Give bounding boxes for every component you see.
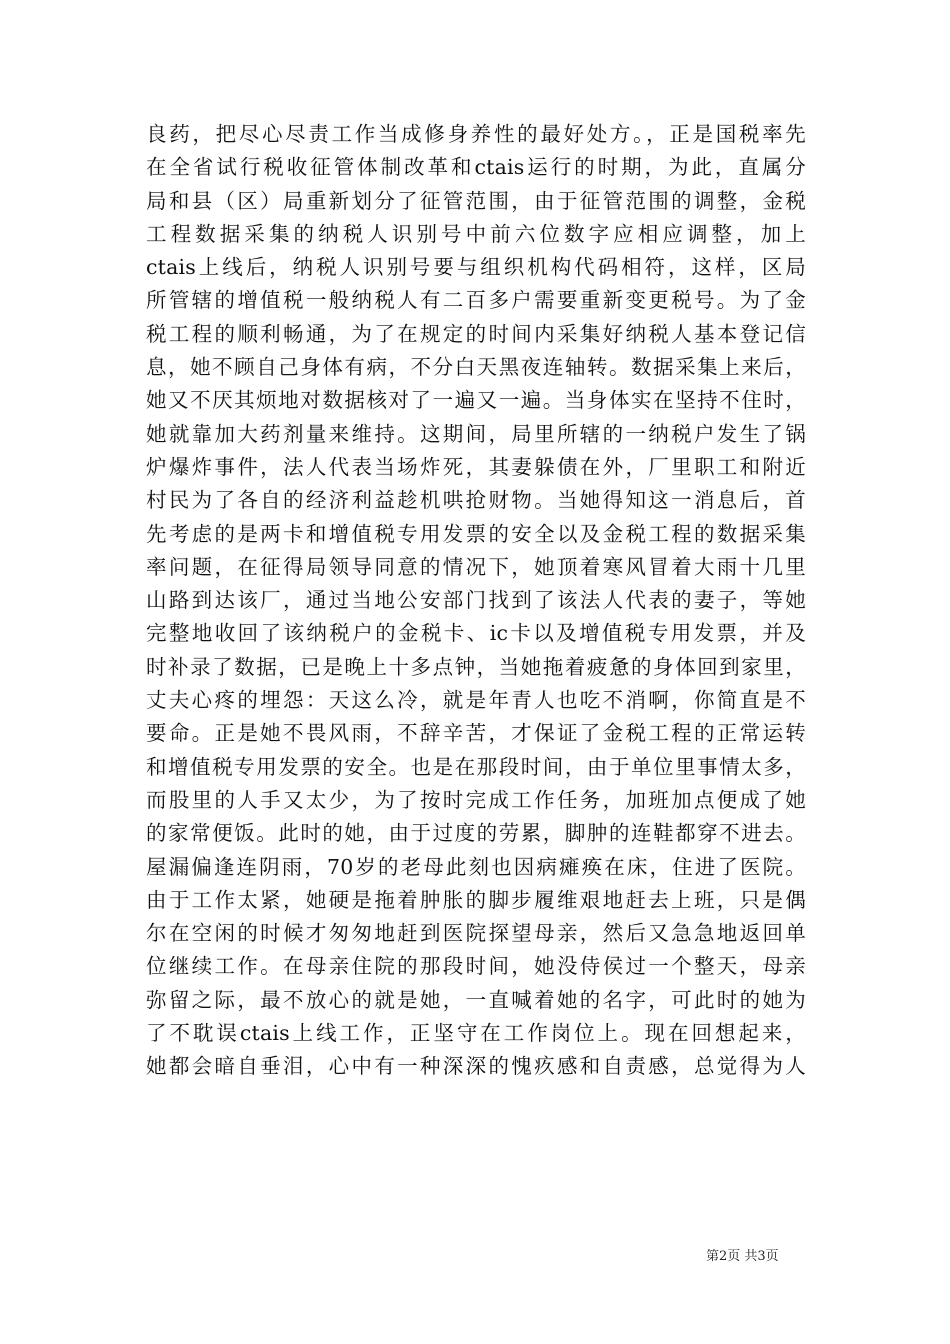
text-line: 在全省试行税收征管体制改革和ctais运行的时期，为此，直属分: [146, 155, 806, 180]
text-line: 率问题，在征得局领导同意的情况下，她顶着寒风冒着大雨十几里: [146, 554, 806, 579]
text-line: 由于工作太紧，她硬是拖着肿胀的脚步履维艰地赶去上班，只是偶: [146, 887, 806, 912]
text-line: 她又不厌其烦地对数据核对了一遍又一遍。当身体实在坚持不住时，: [146, 388, 806, 413]
text-line: 息，她不顾自己身体有病，不分白天黑夜连轴转。数据采集上来后，: [146, 355, 806, 380]
text-line: 局和县（区）局重新划分了征管范围，由于征管范围的调整，金税: [146, 188, 806, 213]
text-line: 的家常便饭。此时的她，由于过度的劳累，脚肿的连鞋都穿不进去。: [146, 821, 806, 846]
text-line: 所管辖的增值税一般纳税人有二百多户需要重新变更税号。为了金: [146, 288, 806, 313]
text-line: 村民为了各自的经济利益趁机哄抢财物。当她得知这一消息后，首: [146, 488, 806, 513]
text-line: 尔在空闲的时候才匆匆地赶到医院探望母亲，然后又急急地返回单: [146, 921, 806, 946]
text-line: 先考虑的是两卡和增值税专用发票的安全以及金税工程的数据采集: [146, 521, 806, 546]
text-line: 丈夫心疼的埋怨：天这么冷，就是年青人也吃不消啊，你简直是不: [146, 688, 806, 713]
text-line: 税工程的顺利畅通，为了在规定的时间内采集好纳税人基本登记信: [146, 321, 806, 346]
body-text: [146, 118, 806, 1084]
text-line: 弥留之际，最不放心的就是她，一直喊着她的名字，可此时的她为: [146, 987, 806, 1012]
text-line: 炉爆炸事件，法人代表当场炸死，其妻躲债在外，厂里职工和附近: [146, 454, 806, 479]
text-line: 她就靠加大药剂量来维持。这期间，局里所辖的一纳税户发生了锅: [146, 421, 806, 446]
text-line: 完整地收回了该纳税户的金税卡、ic卡以及增值税专用发票，并及: [146, 621, 806, 646]
text-line: ctais上线后，纳税人识别号要与组织机构代码相符，这样，区局: [146, 255, 806, 280]
text-line: 良药，把尽心尽责工作当成修身养性的最好处方。，正是国税率先: [146, 122, 806, 146]
text-line: 要命。正是她不畏风雨，不辞辛苦，才保证了金税工程的正常运转: [146, 721, 806, 746]
text-line: 她都会暗自垂泪，心中有一种深深的愧疚感和自责感，总觉得为人: [146, 1054, 806, 1079]
text-line: 而股里的人手又太少，为了按时完成工作任务，加班加点便成了她: [146, 787, 806, 812]
text-line: 时补录了数据，已是晚上十多点钟，当她拖着疲惫的身体回到家里，: [146, 654, 806, 679]
text-line: 工程数据采集的纳税人识别号中前六位数字应相应调整，加上: [146, 221, 806, 246]
text-line: 位继续工作。在母亲住院的那段时间，她没侍侯过一个整天，母亲: [146, 954, 806, 979]
text-line: 和增值税专用发票的安全。也是在那段时间，由于单位里事情太多，: [146, 754, 806, 779]
text-line: 山路到达该厂，通过当地公安部门找到了该法人代表的妻子，等她: [146, 588, 806, 613]
text-line: 了不耽误ctais上线工作，正坚守在工作岗位上。现在回想起来，: [146, 1021, 806, 1046]
page-number-footer: 第2页 共3页: [706, 1249, 779, 1264]
text-line: 屋漏偏逢连阴雨，70岁的老母此刻也因病瘫痪在床，住进了医院。: [146, 854, 806, 879]
